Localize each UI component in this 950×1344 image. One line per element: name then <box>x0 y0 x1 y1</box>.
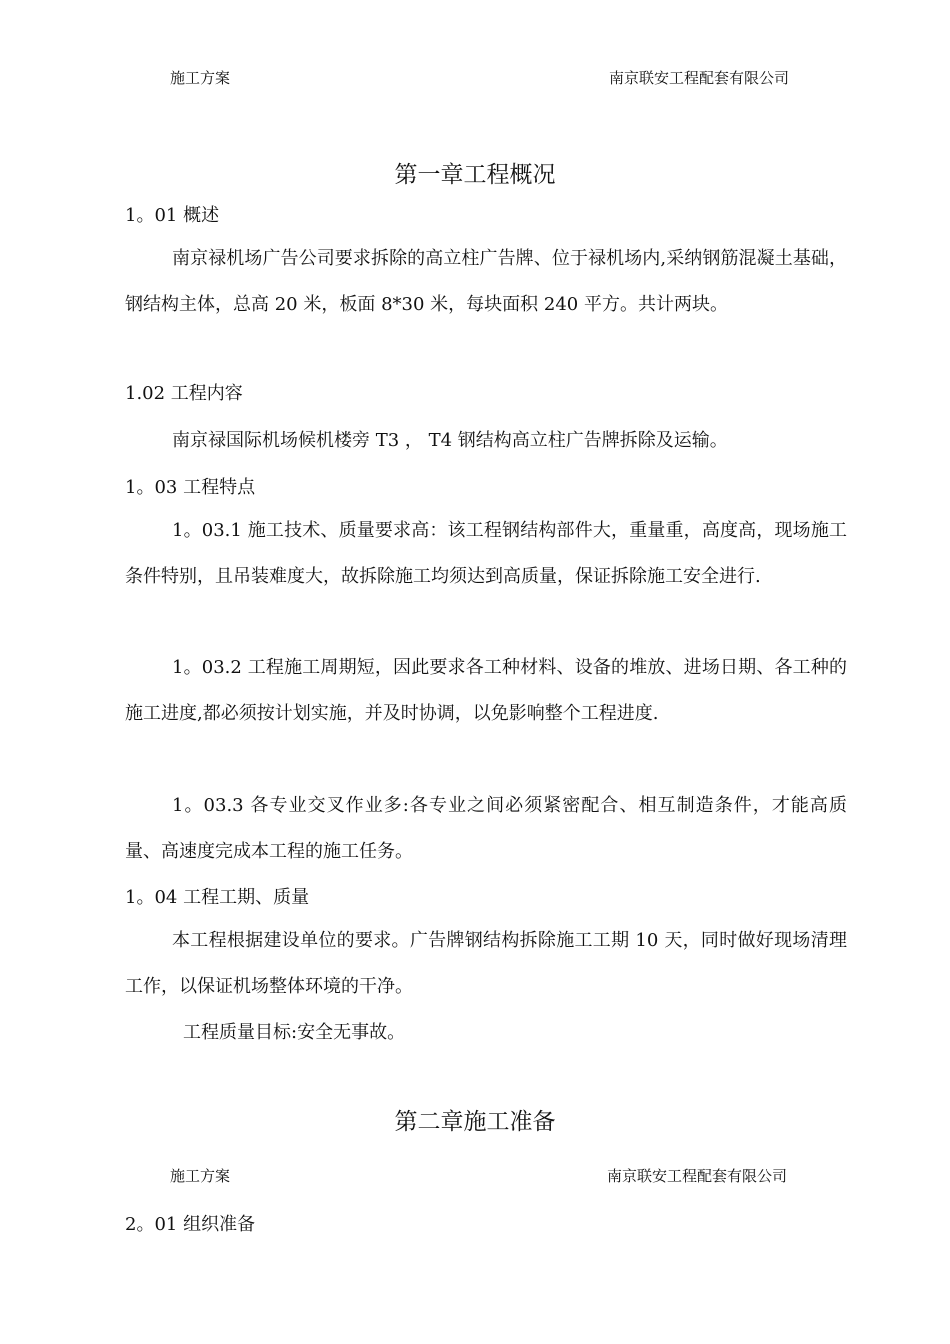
chapter-title: 第二章施工准备 <box>394 1109 556 1135</box>
paragraph-schedule: 本工程根据建设单位的要求。广告牌钢结构拆除施工工期 10 天，同时做好现场清理工作，以保证机场整体环境的干净。 <box>125 930 847 997</box>
section-heading-1-01: 1。01 概述 <box>125 205 220 226</box>
header-right: 南京联安工程配套有限公司 <box>607 1167 788 1185</box>
header-left: 施工方案 <box>170 1167 231 1185</box>
header-left: 施工方案 <box>170 69 231 87</box>
paragraph-feature-3: 1。03.3 各专业交叉作业多:各专业之间必须紧密配合、相互制造条件，才能高质量、高速度完成本工程的施工任务。 <box>125 795 847 862</box>
chapter-title: 第一章工程概况 <box>394 162 556 188</box>
paragraph-scope: 南京禄国际机场候机楼旁 T3 ， T4 钢结构高立柱广告牌拆除及运输。 <box>172 430 728 451</box>
paragraph-overview: 南京禄机场广告公司要求拆除的高立柱广告牌、位于禄机场内,采纳钢筋混凝土基础，钢结构主体，总高 20 米，板面 8*30 米，每块面积 240 平方。共计两块。 <box>125 248 847 315</box>
paragraph-quality-goal: 工程质量目标:安全无事故。 <box>183 1022 406 1043</box>
paragraph-feature-1: 1。03.1 施工技术、质量要求高：该工程钢结构部件大，重量重，高度高，现场施工条件特别，且吊装难度大，故拆除施工均须达到高质量，保证拆除施工安全进行. <box>125 520 847 587</box>
section-heading-1-02: 1.02 工程内容 <box>125 383 243 404</box>
paragraph-feature-2: 1。03.2 工程施工周期短，因此要求各工种材料、设备的堆放、进场日期、各工种的施工进度,都必须按计划实施，并及时协调，以免影响整个工程进度. <box>125 657 847 724</box>
section-heading-1-03: 1。03 工程特点 <box>125 477 256 498</box>
header-right: 南京联安工程配套有限公司 <box>609 69 790 87</box>
section-heading-1-04: 1。04 工程工期、质量 <box>125 887 310 908</box>
section-heading-2-01: 2。01 组织准备 <box>125 1214 256 1235</box>
